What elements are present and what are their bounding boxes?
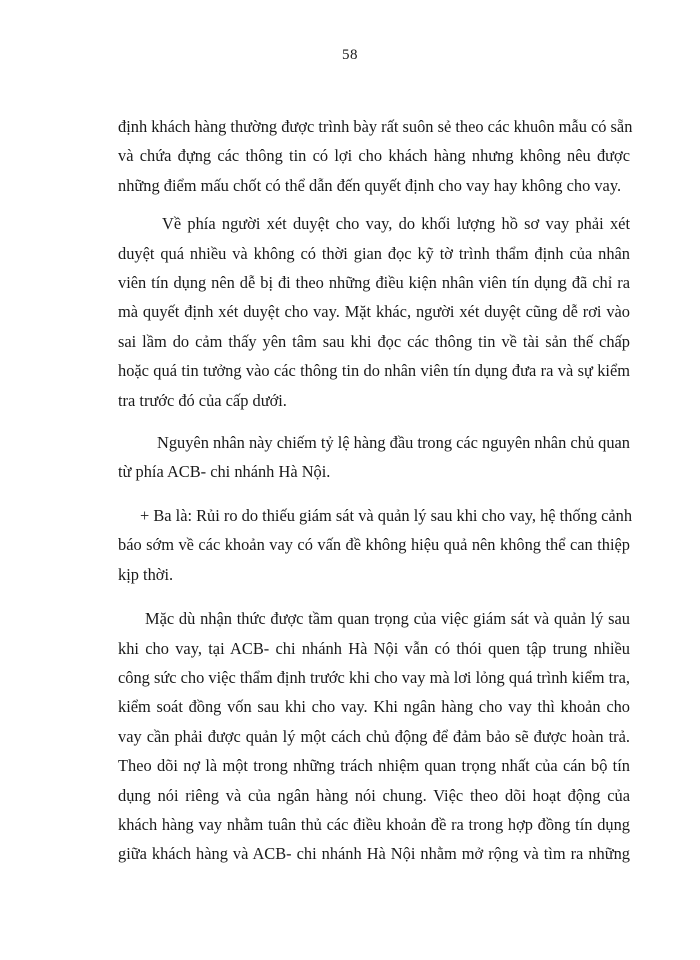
text-line: khi cho vay, tại ACB- chi nhánh Hà Nội vẫn có thói quen tập trung nhiều — [118, 638, 630, 658]
text-line: tra trước đó của cấp dưới. — [118, 390, 287, 410]
page-number: 58 — [342, 47, 358, 63]
text-line: duyệt quá nhiều và không có thời gian đọc kỹ tờ trình thẩm định của nhân — [118, 243, 630, 263]
text-line: kiểm soát đồng vốn sau khi cho vay. Khi ngân hàng cho vay thì khoản cho — [118, 697, 630, 717]
text-line: công sức cho việc thẩm định trước khi cho vay mà lơi lỏng quá trình kiểm tra, — [118, 667, 630, 687]
text-line: + Ba là: Rủi ro do thiếu giám sát và quản lý sau khi cho vay, hệ thống cảnh — [140, 505, 633, 525]
text-line: viên tín dụng nên dễ bị đi theo những điều kiện nhân viên tín dụng đã chỉ ra — [118, 273, 630, 293]
paragraph-continuation — [118, 112, 633, 200]
text-line: vay cần phải được quản lý một cách chủ động để đảm bảo sẽ được hoàn trả. — [118, 726, 630, 746]
text-line: báo sớm về các khoản vay có vấn đề không hiệu quả nên không thể can thiệp — [118, 535, 630, 555]
text-line: hoặc quá tin tưởng vào các thông tin do nhân viên tín dụng đưa ra và sự kiểm — [118, 361, 630, 381]
text-line: từ phía ACB- chi nhánh Hà Nội. — [118, 462, 331, 482]
text-line: những điểm mấu chốt có thể dẫn đến quyết định cho vay hay không cho vay. — [118, 175, 622, 195]
body-text — [118, 112, 633, 869]
text-line: và chứa đựng các thông tin có lợi cho khách hàng nhưng không nêu được — [118, 146, 630, 166]
text-line: khách hàng vay nhằm tuân thủ các điều khoản đề ra trong hợp đồng tín dụng — [118, 814, 630, 834]
paragraph-reviewer — [118, 209, 630, 415]
text-line: Mặc dù nhận thức được tầm quan trọng của việc giám sát và quản lý sau — [145, 609, 630, 629]
paragraph-third-risk — [118, 501, 633, 589]
text-line: định khách hàng thường được trình bày rất suôn sẻ theo các khuôn mẫu có sẵn — [118, 117, 633, 136]
text-line: Về phía người xét duyệt cho vay, do khối lượng hồ sơ vay phải xét — [162, 214, 630, 234]
paragraph-leading-cause — [118, 428, 630, 487]
paragraph-monitoring — [118, 604, 630, 869]
text-line: Theo dõi nợ là một trong những trách nhiệm quan trọng nhất của cán bộ tín — [118, 756, 630, 776]
text-line: sai lầm do cảm thấy yên tâm sau khi đọc các thông tin về tài sản thế chấp — [118, 331, 630, 351]
text-line: Nguyên nhân này chiếm tỷ lệ hàng đầu trong các nguyên nhân chủ quan — [157, 433, 630, 453]
text-line: mà quyết định xét duyệt cho vay. Mặt khác, người xét duyệt cũng dễ rơi vào — [118, 302, 630, 322]
text-line: kịp thời. — [118, 564, 174, 584]
text-line: giữa khách hàng và ACB- chi nhánh Hà Nội nhằm mở rộng và tìm ra những — [118, 844, 630, 864]
text-line: dụng nói riêng và của ngân hàng nói chung. Việc theo dõi hoạt động của — [118, 785, 630, 805]
